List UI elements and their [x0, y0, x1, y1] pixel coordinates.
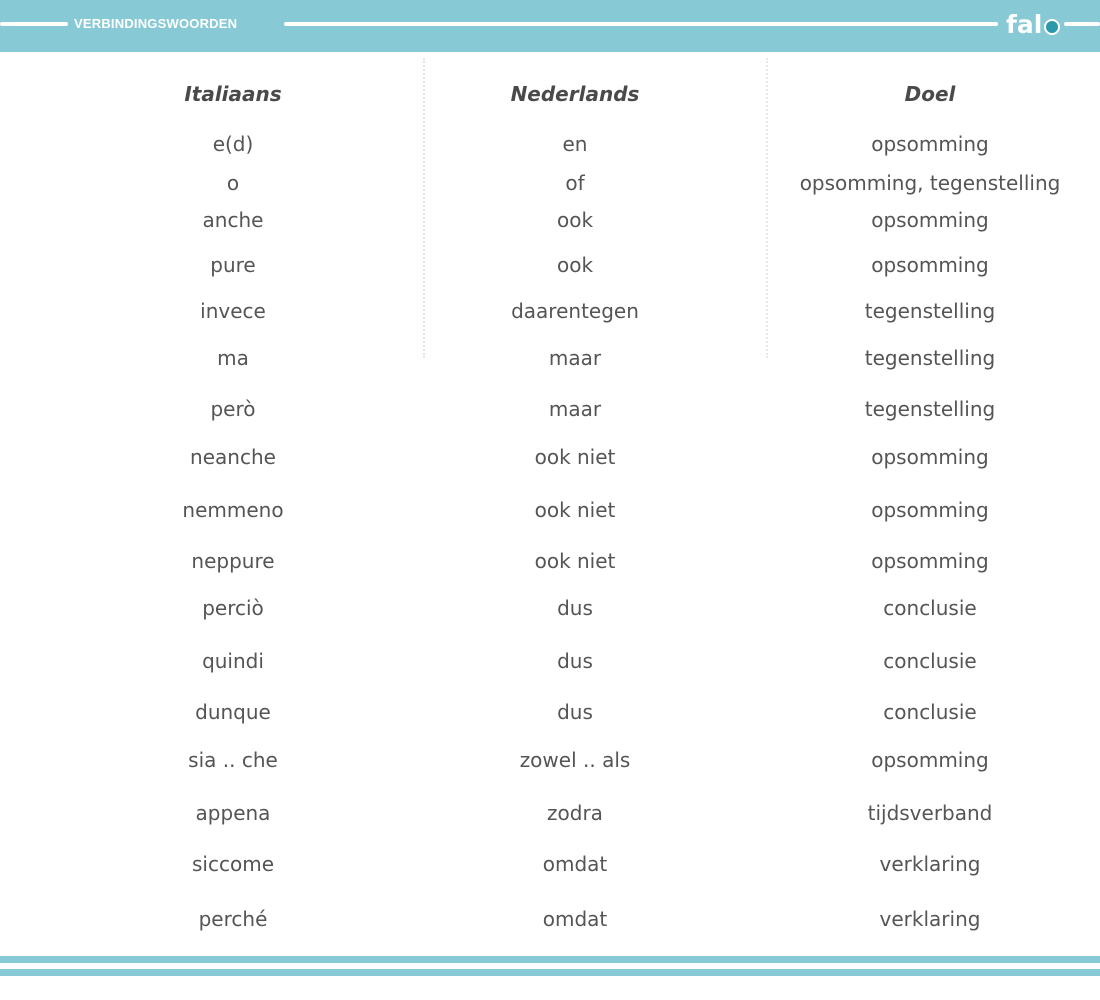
cell-nederlands: zowel .. als	[519, 748, 631, 772]
cell-doel: verklaring	[879, 852, 981, 876]
cell-doel: tegenstelling	[864, 346, 996, 370]
header-line-right	[1064, 22, 1100, 26]
cell-nederlands: ook	[556, 253, 594, 277]
cell-doel: conclusie	[883, 596, 977, 620]
cell-italiaans: anche	[202, 208, 264, 232]
cell-nederlands: ook niet	[534, 549, 616, 573]
cell-nederlands: ook	[556, 208, 594, 232]
column-header-italiaans: Italiaans	[184, 82, 282, 106]
cell-doel: opsomming	[871, 748, 989, 772]
logo-dot-icon	[1044, 19, 1060, 35]
cell-nederlands: dus	[557, 700, 593, 724]
cell-nederlands: dus	[557, 596, 593, 620]
column-divider-2	[766, 58, 768, 358]
logo-text: fal	[1006, 9, 1043, 39]
cell-doel: conclusie	[883, 649, 977, 673]
cell-nederlands: ook niet	[534, 498, 616, 522]
cell-italiaans: dunque	[195, 700, 271, 724]
cell-doel: opsomming	[871, 445, 989, 469]
footer-line-bottom	[0, 969, 1100, 976]
cell-doel: opsomming, tegenstelling	[799, 171, 1061, 195]
cell-doel: tegenstelling	[864, 299, 996, 323]
cell-doel: opsomming	[871, 208, 989, 232]
cell-doel: tijdsverband	[867, 801, 993, 825]
cell-italiaans: appena	[195, 801, 271, 825]
cell-italiaans: sia .. che	[188, 748, 278, 772]
cell-nederlands: omdat	[542, 852, 608, 876]
cell-doel: opsomming	[871, 132, 989, 156]
cell-nederlands: daarentegen	[511, 299, 639, 323]
cell-italiaans: quindi	[202, 649, 264, 673]
cell-italiaans: e(d)	[212, 132, 254, 156]
cell-doel: opsomming	[871, 498, 989, 522]
column-header-doel: Doel	[904, 82, 956, 106]
cell-nederlands: ook niet	[534, 445, 616, 469]
header-bar	[0, 0, 1100, 52]
falo-logo	[1006, 7, 1060, 41]
cell-nederlands: dus	[557, 649, 593, 673]
cell-italiaans: o	[226, 171, 240, 195]
cell-italiaans: nemmeno	[182, 498, 284, 522]
cell-italiaans: invece	[200, 299, 266, 323]
cell-italiaans: neppure	[191, 549, 275, 573]
cell-nederlands: omdat	[542, 907, 608, 931]
cell-nederlands: zodra	[547, 801, 603, 825]
cell-italiaans: neanche	[190, 445, 276, 469]
header-line-left	[0, 22, 68, 26]
cell-doel: opsomming	[871, 549, 989, 573]
column-header-nederlands: Nederlands	[510, 82, 640, 106]
cell-doel: verklaring	[879, 907, 981, 931]
header-line-middle	[284, 22, 998, 26]
footer-line-top	[0, 956, 1100, 963]
cell-nederlands: en	[562, 132, 588, 156]
cell-doel: conclusie	[883, 700, 977, 724]
cell-italiaans: siccome	[192, 852, 274, 876]
cell-italiaans: ma	[217, 346, 249, 370]
cell-nederlands: maar	[548, 346, 602, 370]
cell-italiaans: però	[210, 397, 256, 421]
cell-italiaans: pure	[210, 253, 256, 277]
cell-nederlands: maar	[548, 397, 602, 421]
cell-doel: opsomming	[871, 253, 989, 277]
cell-italiaans: perciò	[202, 596, 264, 620]
cell-italiaans: perché	[198, 907, 268, 931]
cell-doel: tegenstelling	[864, 397, 996, 421]
page-title: VERBINDINGSWOORDEN	[74, 16, 238, 31]
cell-nederlands: of	[565, 171, 585, 195]
